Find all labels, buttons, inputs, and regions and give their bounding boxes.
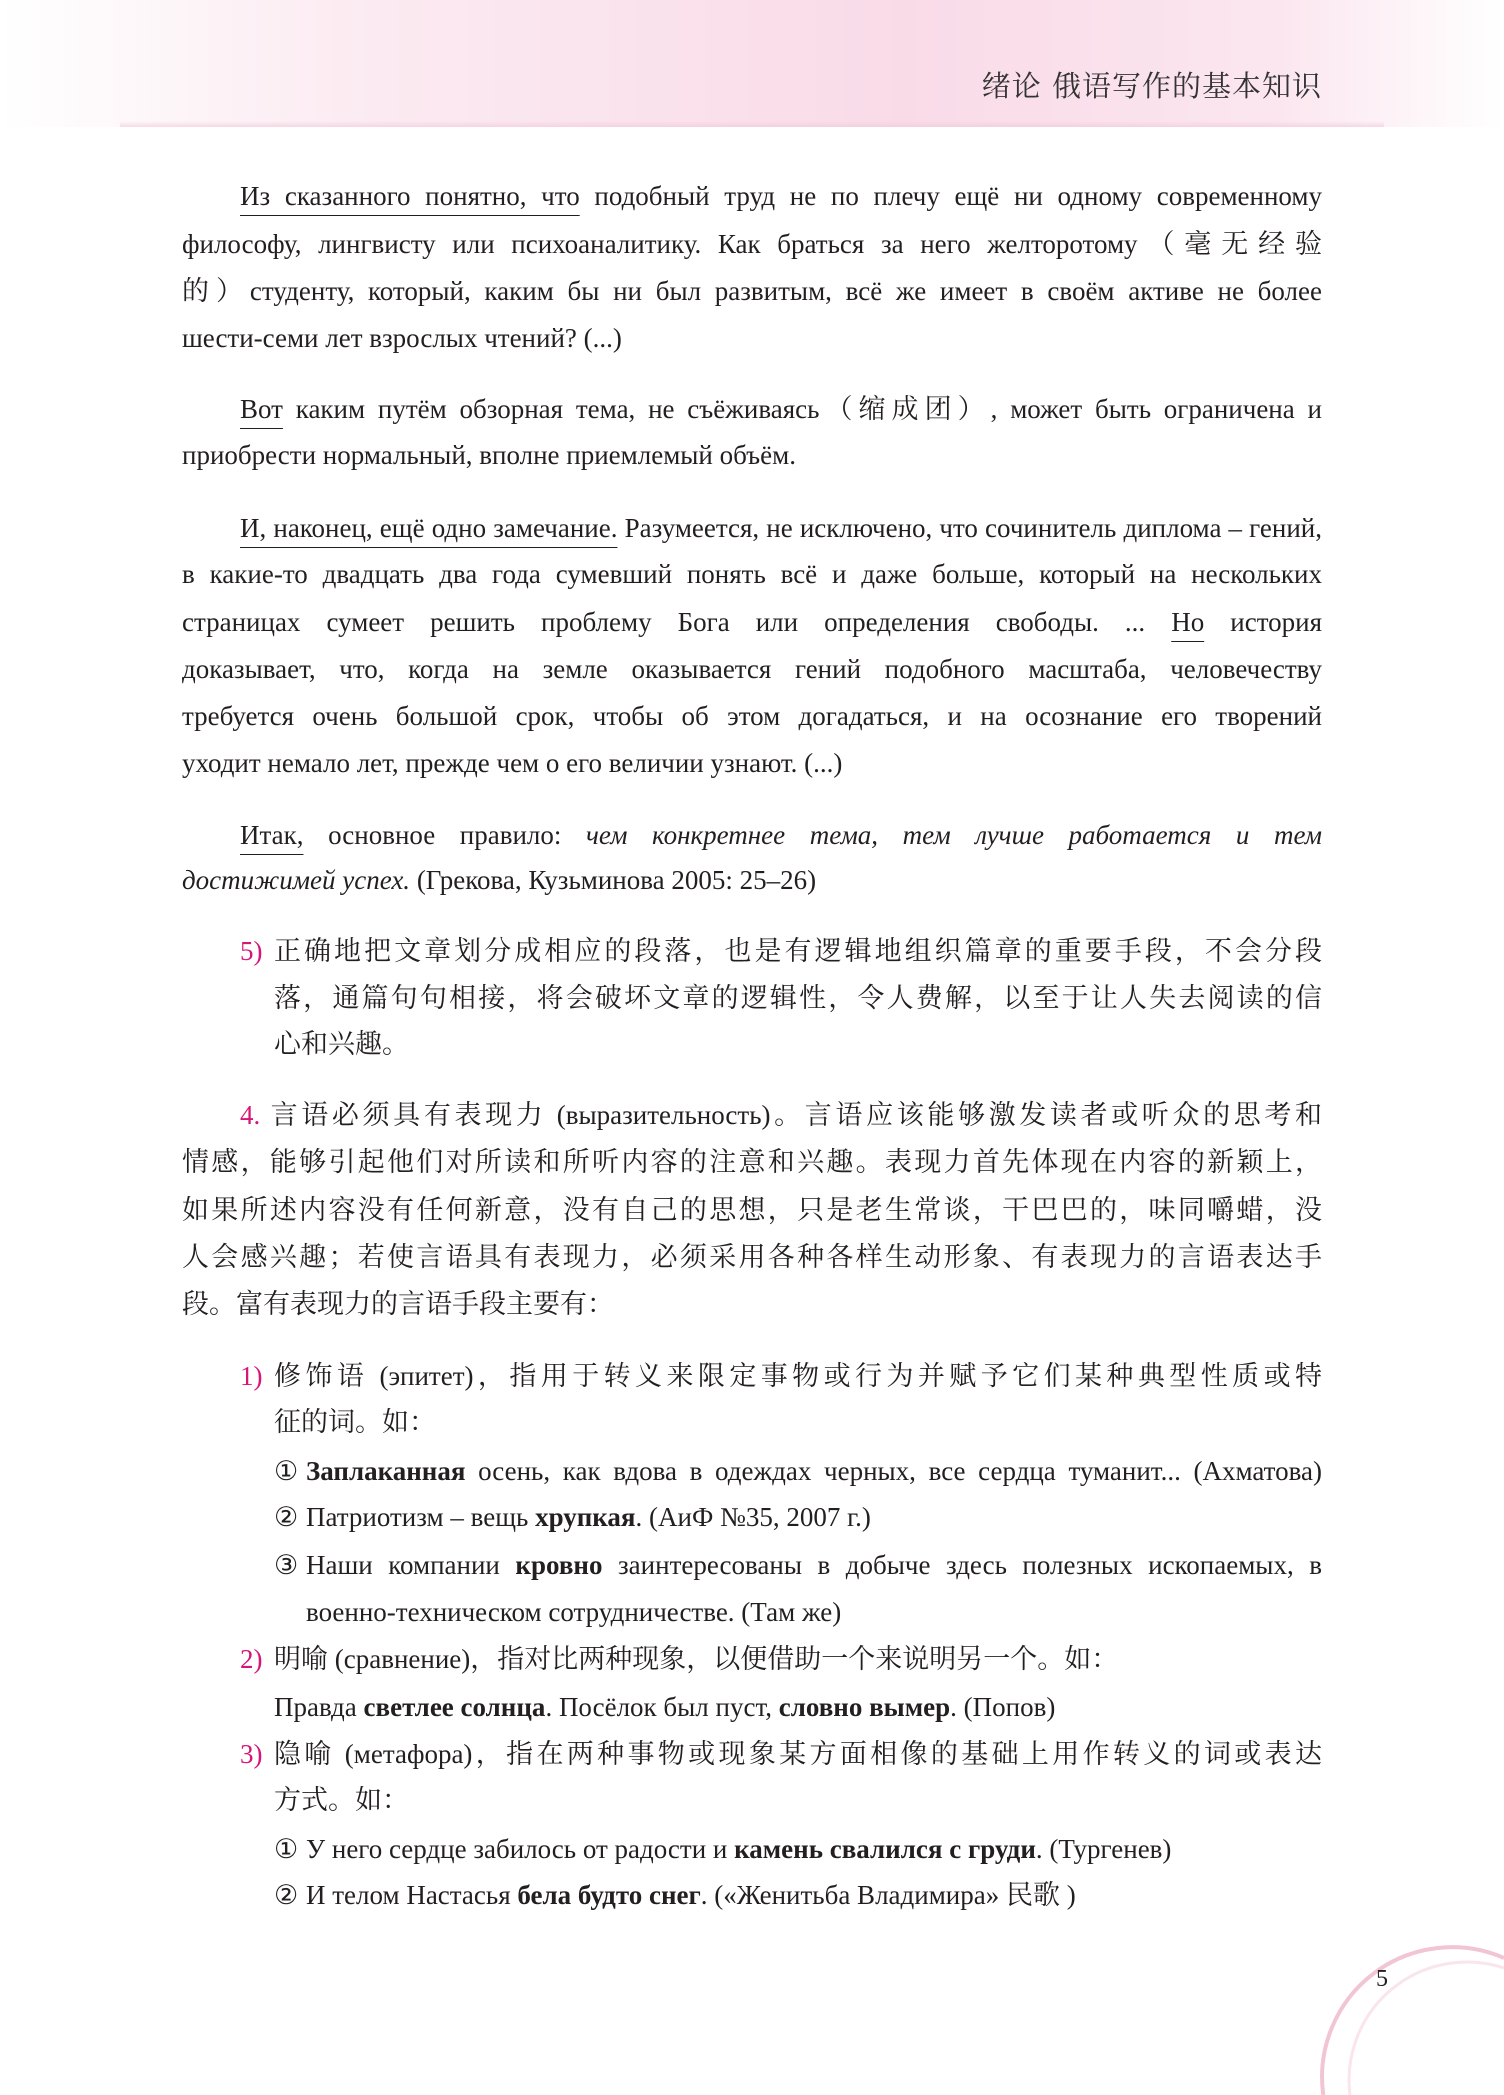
decorative-ring — [1349, 1962, 1504, 2095]
list-number: 5) — [240, 936, 263, 966]
text-line — [240, 508, 1322, 548]
text-line — [182, 1237, 1322, 1277]
text-run: . Посёлок был пуст, — [545, 1692, 779, 1722]
text-line — [306, 1592, 841, 1632]
text-line — [182, 435, 796, 475]
text-run: 人会感兴趣；若使言语具有表现力，必须采用各种各样生动形象、有表现力的言语表达手 — [182, 1242, 1322, 1272]
text-run: Наши компании — [306, 1550, 516, 1580]
decorative-rings — [1320, 1945, 1504, 2095]
bold-phrase: бела будто снег — [517, 1880, 701, 1910]
text-run: подобный труд не по плечу ещё ни одному современному — [579, 181, 1322, 211]
list-number: 3) — [240, 1739, 263, 1769]
text-run: приобрести нормальный, вполне приемлемый объём. — [182, 440, 796, 470]
text-line — [182, 649, 1322, 689]
text-line — [182, 271, 1322, 311]
text-run: 落，通篇句句相接，将会破坏文章的逻辑性，令人费解，以至于让人失去阅读的信 — [274, 983, 1322, 1013]
text-line — [306, 1829, 1171, 1869]
text-run: Разумеется, не исключено, что сочинитель диплома – гений, — [617, 513, 1322, 543]
text-run: 方式。如： — [274, 1785, 409, 1815]
bold-phrase: словно вымер — [778, 1692, 951, 1722]
text-run: 隐喻 (метафора)，指在两种事物或现象某方面相像的基础上用作转义的词或表达 — [274, 1739, 1322, 1769]
text-run: 情感，能够引起他们对所读和所听内容的注意和兴趣。表现力首先体现在内容的新颖上， — [182, 1147, 1322, 1177]
text-run: 修饰语 (эпитет)，指用于转义来限定事物或行为并赋予它们某种典型性质或特 — [274, 1361, 1322, 1391]
text-run: . («Женитьба Владимира» 民歌 ) — [700, 1880, 1076, 1910]
text-line — [182, 696, 1322, 736]
bold-phrase: светлее солнца — [363, 1692, 546, 1722]
text-run: . (Тургенев) — [1035, 1834, 1172, 1864]
text-line — [182, 860, 816, 900]
text-run: 段。富有表现力的言语手段主要有： — [182, 1289, 614, 1319]
list-number: 2) — [240, 1644, 263, 1674]
text-line — [182, 318, 622, 358]
underlined-phrase: Вот — [240, 394, 283, 424]
example-marker: ① — [274, 1834, 299, 1864]
example-marker: ② — [274, 1502, 299, 1532]
bold-phrase: хрупкая — [535, 1502, 636, 1532]
page-number: 5 — [1376, 1966, 1388, 1992]
text-run: шести-семи лет взрослых чтений? (...) — [182, 323, 622, 353]
text-line — [306, 1451, 1322, 1491]
text-line — [182, 743, 842, 783]
text-line — [306, 1875, 1076, 1915]
text-run: И телом Настасья — [306, 1880, 518, 1910]
text-run: 的）студенту, который, каким бы ни был развитым, всё же имеет в своём активе не более — [182, 276, 1322, 306]
text-line — [306, 1497, 871, 1537]
text-line — [182, 224, 1322, 264]
underlined-phrase: И, наконец, ещё одно замечание. — [240, 513, 618, 543]
text-run: военно-техническом сотрудничестве. (Там же) — [306, 1597, 842, 1627]
text-line — [240, 389, 1322, 429]
text-line — [274, 1024, 409, 1064]
text-run: Патриотизм – вещь — [306, 1502, 536, 1532]
list-number: 1) — [240, 1361, 263, 1391]
text-line — [274, 1734, 1322, 1774]
text-line — [182, 554, 1322, 594]
text-run: 征的词。如： — [274, 1407, 436, 1437]
underlined-phrase: Из сказанного понятно, что — [240, 181, 580, 211]
text-line — [240, 815, 1322, 855]
text-line — [182, 1284, 614, 1324]
text-line — [182, 602, 1322, 642]
text-run: доказывает, что, когда на земле оказывается гений подобного масштаба, человечеству — [182, 654, 1322, 684]
text-line — [240, 1095, 1322, 1135]
text-line — [306, 1545, 1322, 1585]
text-run: (Грекова, Кузьминова 2005: 25–26) — [410, 865, 817, 895]
text-run: уходит немало лет, прежде чем о его величии узнают. (...) — [182, 748, 843, 778]
text-line — [274, 1687, 1055, 1727]
text-line — [274, 931, 1322, 971]
text-line — [274, 1356, 1322, 1396]
bold-phrase: Заплаканная — [306, 1456, 466, 1486]
text-run: заинтересованы в добыче здесь полезных ископаемых, в — [602, 1550, 1322, 1580]
text-run: в какие-то двадцать два года сумевший понять всё и даже больше, который на нескольких — [182, 559, 1322, 589]
text-run: 正确地把文章划分成相应的段落，也是有逻辑地组织篇章的重要手段，不会分段 — [274, 936, 1322, 966]
text-line — [274, 1639, 1118, 1679]
section-number: 4. — [240, 1100, 261, 1130]
example-marker: ② — [274, 1880, 299, 1910]
text-line — [274, 1402, 436, 1442]
text-line — [274, 1780, 409, 1820]
underlined-phrase: Но — [1171, 607, 1205, 637]
text-run: . (АиФ №35, 2007 г.) — [635, 1502, 871, 1532]
bold-phrase: кровно — [515, 1550, 603, 1580]
italic-phrase: чем конкретнее тема, тем лучше работается и тем — [586, 820, 1322, 850]
text-run: Правда — [274, 1692, 364, 1722]
text-run: каким путём обзорная тема, не съёживаясь（缩成团）, может быть ограничена и — [282, 394, 1322, 424]
text-line — [274, 978, 1322, 1018]
text-run: . (Попов) — [950, 1692, 1056, 1722]
header-band — [0, 0, 1504, 127]
underlined-phrase: Итак, — [240, 820, 304, 850]
text-run: основное правило: — [303, 820, 587, 850]
text-run: У него сердце забилось от радости и — [306, 1834, 735, 1864]
text-run: требуется очень большой срок, чтобы об этом догадаться, и на осознание его творений — [182, 701, 1322, 731]
text-run: страницах сумеет решить проблему Бога или определения свободы. ... — [182, 607, 1172, 637]
bold-phrase: камень свалился с груди — [734, 1834, 1036, 1864]
text-line — [182, 1190, 1322, 1230]
text-run: 如果所述内容没有任何新意，没有自己的思想，只是老生常谈，干巴巴的，味同嚼蜡，没 — [182, 1195, 1322, 1225]
text-run: осень, как вдова в одеждах черных, все сердца туманит... (Ахматова) — [465, 1456, 1322, 1486]
text-run: 言语必须具有表现力 (выразительность)。言语应该能够激发读者或听众的思考和 — [260, 1100, 1322, 1130]
example-marker: ① — [274, 1456, 299, 1486]
running-header-title: 绪论 俄语写作的基本知识 — [981, 69, 1323, 103]
italic-phrase: достижимей успех. — [182, 865, 411, 895]
text-run: 心和兴趣。 — [274, 1029, 409, 1059]
text-run: история — [1204, 607, 1323, 637]
text-line — [240, 176, 1322, 216]
example-marker: ③ — [274, 1550, 299, 1580]
text-run: философу, лингвисту или психоаналитику. Как браться за него желторотому（毫无经验 — [182, 229, 1322, 259]
text-line — [182, 1142, 1322, 1182]
text-run: 明喻 (сравнение)，指对比两种现象，以便借助一个来说明另一个。如： — [274, 1644, 1119, 1674]
